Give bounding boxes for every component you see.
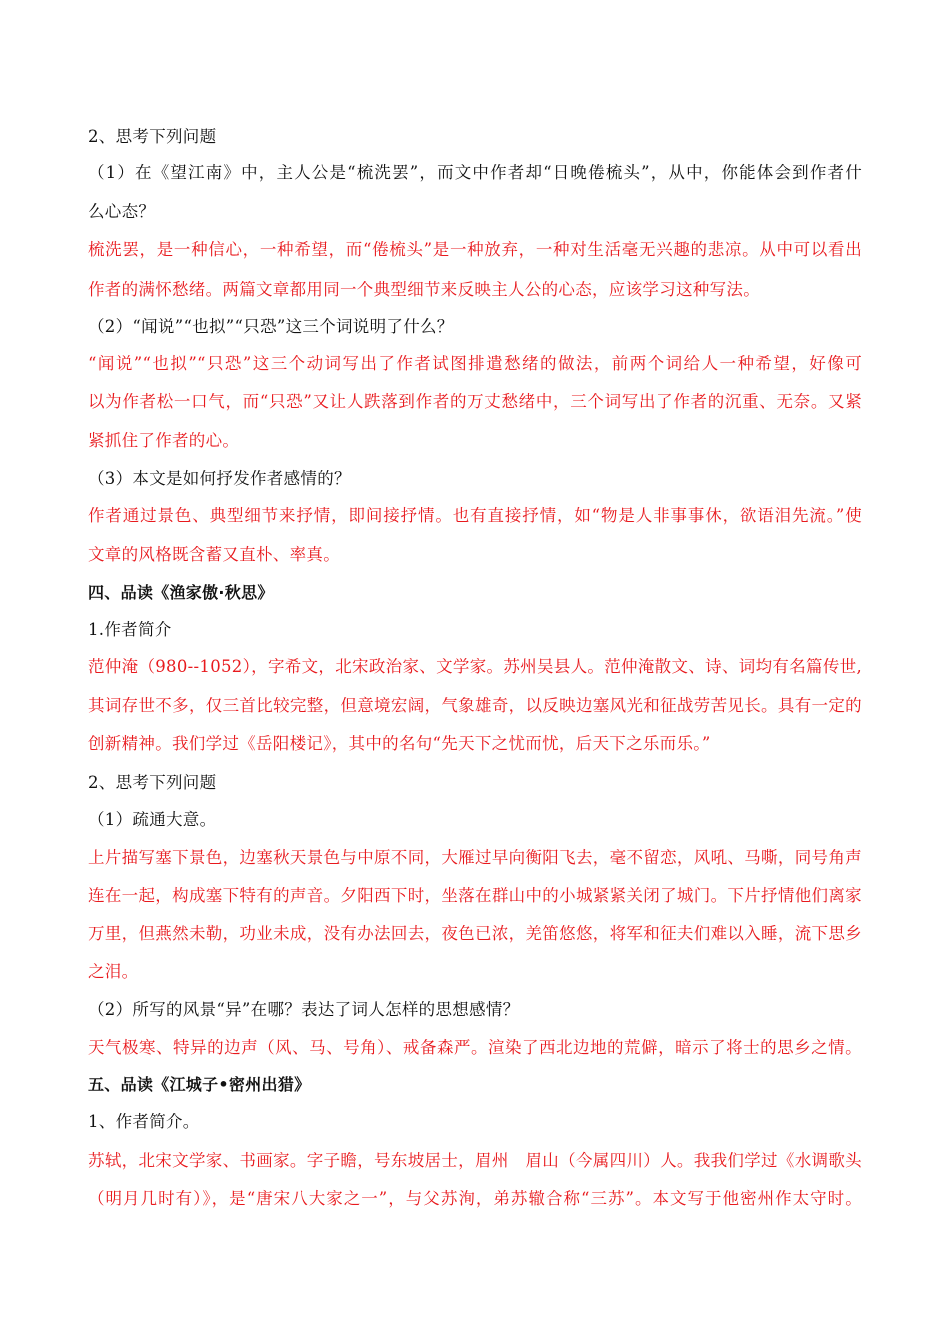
answer-text: 上片描写塞下景色，边塞秋天景色与中原不同，大雁过早向衡阳飞去，毫不留恋，风吼、马嘶，同号角声 (88, 848, 862, 867)
question-text: （2）“闻说”“也拟”“只恐”这三个词说明了什么？ (88, 317, 454, 336)
answer-text: “闻说”“也拟”“只恐”这三个动词写出了作者试图排遣愁绪的做法，前两个词给人一种希望，好像可 (88, 354, 862, 373)
answer-text: 作者的满怀愁绪。两篇文章都用同一个典型细节来反映主人公的心态，应该学习这种写法。 (88, 280, 760, 299)
answer-text: （明月几时有）》，是“唐宋八大家之一”，与父苏洵，弟苏辙合称“三苏”。本文写于他密州作太守时。 (88, 1189, 862, 1208)
section-subheading: 1.作者简介 (88, 620, 172, 639)
question-text: （2）所写的风景“异”在哪？表达了词人怎样的思想感情？ (88, 1000, 520, 1019)
answer-text: 文章的风格既含蓄又直朴、率真。 (88, 545, 340, 564)
answer-text: 梳洗罢，是一种信心，一种希望，而“倦梳头”是一种放弃，一种对生活毫无兴趣的悲凉。从中可以看出 (88, 240, 862, 259)
answer-text: 苏轼，北宋文学家、书画家。字子瞻，号东坡居士，眉州 眉山（今属四川）人。我我们学过《水调歌头 (88, 1151, 862, 1170)
question-text: （1）疏通大意。 (88, 810, 217, 829)
section-heading: 四、品读《渔家傲·秋思》 (88, 583, 274, 602)
answer-text: 紧抓住了作者的心。 (88, 431, 240, 450)
answer-text: 创新精神。我们学过《岳阳楼记》，其中的名句“先天下之忧而忧，后天下之乐而乐。” (88, 734, 711, 753)
answer-text: 之泪。 (88, 962, 139, 981)
section-subheading: 2、思考下列问题 (88, 773, 217, 792)
answer-text: 作者通过景色、典型细节来抒情，即间接抒情。也有直接抒情，如“物是人非事事休，欲语泪先流。”使 (88, 506, 862, 525)
question-text: 么心态？ (88, 202, 156, 221)
question-text: （1）在《望江南》中，主人公是“梳洗罢”，而文中作者却“日晚倦梳头”，从中，你能体会到作者什 (88, 163, 862, 182)
answer-text: 范仲淹（980--1052），字希文，北宋政治家、文学家。苏州吴县人。范仲淹散文、诗、词均有名篇传世, (88, 657, 862, 676)
section-subheading: 2、思考下列问题 (88, 127, 217, 146)
answer-text: 连在一起，构成塞下特有的声音。夕阳西下时，坐落在群山中的小城紧紧关闭了城门。下片抒情他们离家 (88, 886, 862, 905)
section-subheading: 1、作者简介。 (88, 1112, 200, 1131)
answer-text: 万里，但燕然未勒，功业未成，没有办法回去，夜色已浓，羌笛悠悠，将军和征夫们难以入睡，流下思乡 (88, 924, 862, 943)
answer-text: 以为作者松一口气，而“只恐”又让人跌落到作者的万丈愁绪中，三个词写出了作者的沉重、无奈。又紧 (88, 392, 862, 411)
answer-text: 其词存世不多，仅三首比较完整，但意境宏阔，气象雄奇，以反映边塞风光和征战劳苦见长。具有一定的 (88, 696, 862, 715)
question-text: （3）本文是如何抒发作者感情的？ (88, 469, 351, 488)
section-heading: 五、品读《江城子•密州出猎》 (88, 1075, 311, 1094)
answer-text: 天气极寒、特异的边声（风、马、号角）、戒备森严。渲染了西北边地的荒僻，暗示了将士的思乡之情。 (88, 1038, 862, 1057)
